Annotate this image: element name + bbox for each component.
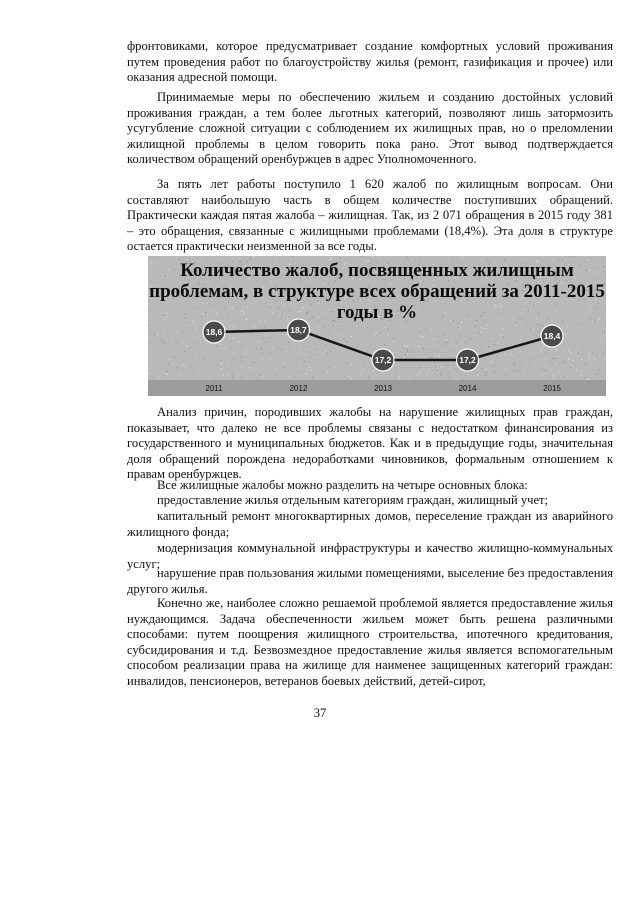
paragraph-2: Принимаемые меры по обеспечению жильем и созданию достойных условий проживания граждан, а тем более льготных категорий, позволяют лишь затормозить усугубление сложной ситуации с соблюдением их жилищных прав, но о преломлении жилищной проблемы в целом говорить пока рано. Этот вывод подтверждается количеством обращений оренбуржцев в адрес Уполномоченного. xyxy=(127,90,613,167)
x-tick-label-2012: 2012 xyxy=(289,384,308,393)
data-label-2013: 17,2 xyxy=(374,355,392,365)
x-tick-label-2014: 2014 xyxy=(458,384,477,393)
chart-title: Количество жалоб, посвященных жилищным проблемам, в структуре всех обращений за 2011-2015 годы в % xyxy=(149,260,605,323)
paragraph-5: Все жилищные жалобы можно разделить на четыре основных блока: xyxy=(157,478,528,492)
data-label-2015: 18,4 xyxy=(543,331,561,341)
x-tick-label-2015: 2015 xyxy=(543,384,561,393)
paragraph-6: Конечно же, наиболее сложно решаемой проблемой является предоставление жилья нуждающимся. Задача обеспеченности жильем может быть решена различными способами: путем поощрения жилищного строительства, ипотечного кредитования, субсидирования и т.д. Безвозмездное предоставление жилья является вспомогательным способом реализации права на жилище для наименее защищенных категорий граждан: инвалидов, пенсионеров, ветеранов боевых действий, детей-сирот, xyxy=(127,596,613,688)
list-item-1: предоставление жилья отдельным категориям граждан, жилищный учет; xyxy=(157,493,549,507)
x-tick-label-2011: 2011 xyxy=(205,384,223,393)
x-tick-label-2013: 2013 xyxy=(374,384,392,393)
paragraph-1: фронтовиками, которое предусматривает создание комфортных условий проживания путем проведения работ по благоустройству жилья (ремонт, газификация и прочее) или оказания адресной помощи. xyxy=(127,39,613,85)
data-label-2014: 17,2 xyxy=(459,355,476,365)
complaints-share-chart xyxy=(148,256,606,396)
list-item-2: капитальный ремонт многоквартирных домов, переселение граждан из аварийного жилищного фонда; xyxy=(127,509,613,539)
page-number: 37 xyxy=(313,706,327,720)
paragraph-4: Анализ причин, породивших жалобы на нарушение жилищных прав граждан, показывает, что далеко не все проблемы связаны с недостатком финансирования из государственного и муниципальных бюджетов. Как и в предыдущие годы, значительная доля обращений порождена недоработками чиновников, формальным отношением к правам оренбуржцев. xyxy=(127,405,613,482)
list-item-4: нарушение прав пользования жилыми помещениями, выселение без предоставления другого жилья. xyxy=(127,566,613,596)
paragraph-3: За пять лет работы поступило 1 620 жалоб по жилищным вопросам. Они составляют наибольшую часть в общем количестве поступивших обращений. Практически каждая пятая жалоба – жилищная. Так, из 2 071 обращения в 2015 году 381 – это обращения, связанные с жилищными проблемами (18,4%). Эта доля в структуре остается практически неизменной за все годы. xyxy=(127,177,613,254)
data-label-2012: 18,7 xyxy=(290,325,307,335)
data-label-2011: 18,6 xyxy=(205,327,223,337)
list-item-3: модернизация коммунальной инфраструктуры и качество жилищно-коммунальных услуг; xyxy=(127,541,613,571)
